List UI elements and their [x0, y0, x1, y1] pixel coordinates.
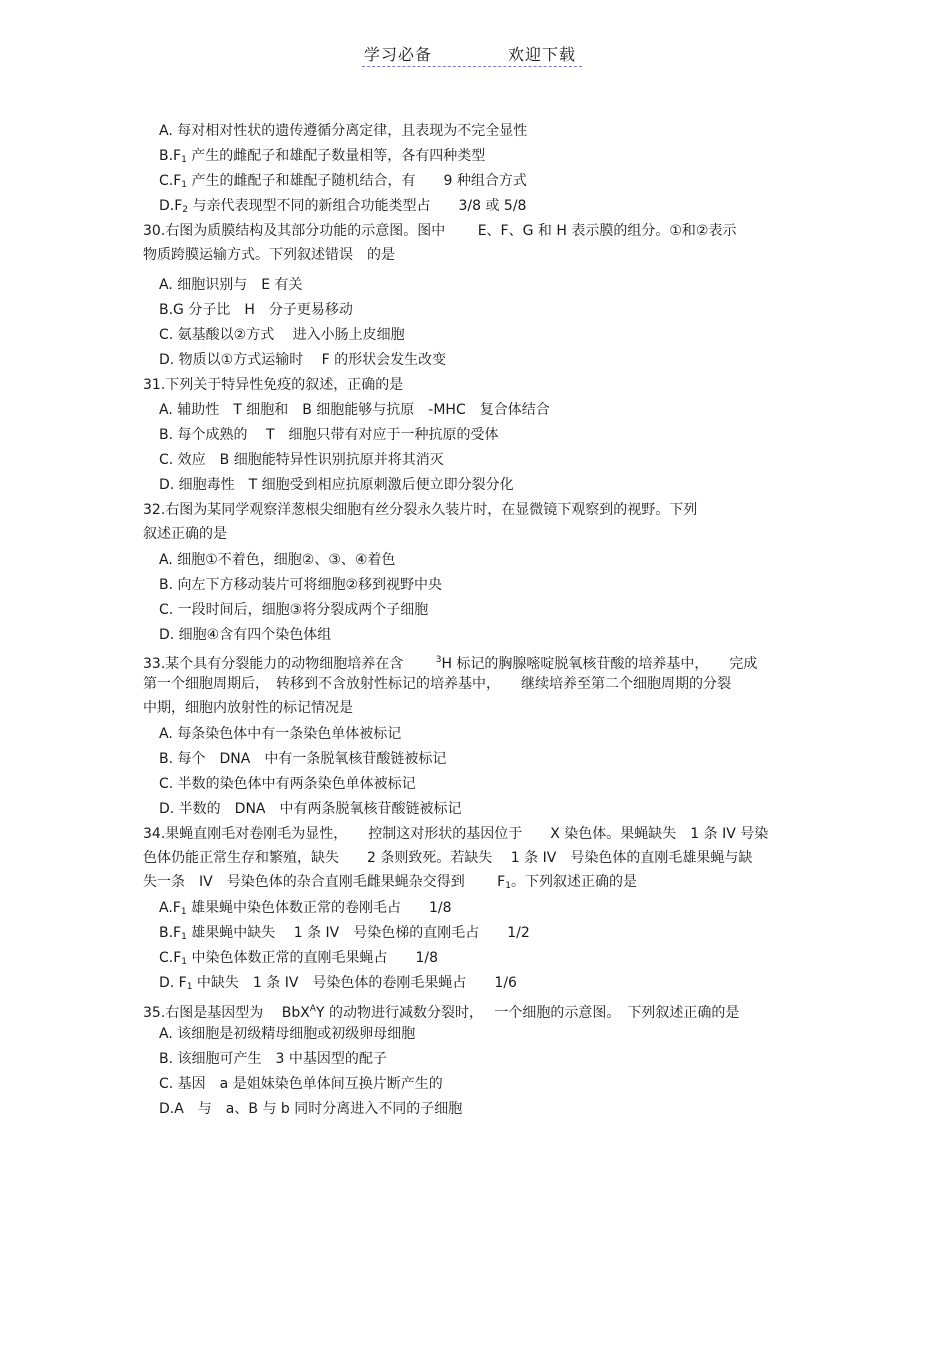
- q34-option-a: $A.F_1$ 雄果蝇中染色体数正常的卷刚毛占 1/8: [159, 900, 452, 917]
- q30-stem-line2: 物质跨膜运输方式。下列叙述错误 的是: [143, 247, 395, 263]
- header-left-text: 学习必备: [364, 45, 433, 64]
- q29-option-c: $C.F_1$ 产生的雌配子和雄配子随机结合，有 9 种组合方式: [159, 173, 527, 190]
- q33-stem-line2: 第一个细胞周期后， 转移到不含放射性标记的培养基中， 继续培养至第二个细胞周期的分裂: [143, 676, 731, 692]
- q30-option-b: B.G 分子比 H 分子更易移动: [159, 302, 353, 318]
- q32-option-d: D. 细胞④含有四个染色体组: [159, 627, 332, 643]
- q32-option-b: B. 向左下方移动装片可将细胞②移到视野中央: [159, 577, 443, 593]
- q31-option-a: A. 辅助性 T 细胞和 B 细胞能够与抗原 -MHC 复合体结合: [159, 402, 550, 418]
- q34-option-b: $B.F_1$ 雄果蝇中缺失 1 条 IV 号染色梯的直刚毛占 1/2: [159, 925, 530, 942]
- q33-option-a: A. 每条染色体中有一条染色单体被标记: [159, 726, 402, 742]
- q35-option-d: D.A 与 a、B 与 b 同时分离进入不同的子细胞: [159, 1101, 463, 1117]
- q33-option-c: C. 半数的染色体中有两条染色单体被标记: [159, 776, 416, 792]
- q35-stem: 35.右图是基因型为 BbX$^A$Y 的动物进行减数分裂时， 一个细胞的示意图。 下列叙述正确的是: [143, 1004, 740, 1021]
- q34-stem-line1: 34.果蝇直刚毛对卷刚毛为显性， 控制这对形状的基因位于 X 染色体。果蝇缺失 1 条 IV 号染: [143, 826, 769, 842]
- q34-option-c: $C.F_1$ 中染色体数正常的直刚毛果蝇占 1/8: [159, 950, 438, 967]
- q32-stem-line1: 32.右图为某同学观察洋葱根尖细胞有丝分裂永久装片时，在显微镜下观察到的视野。下列: [143, 502, 698, 518]
- q33-stem-line3: 中期，细胞内放射性的标记情况是: [143, 700, 353, 716]
- q35-option-b: B. 该细胞可产生 3 中基因型的配子: [159, 1051, 387, 1067]
- q34-option-d: D. $F_1$ 中缺失 1 条 IV 号染色体的卷刚毛果蝇占 1/6: [159, 975, 517, 992]
- q32-stem-line2: 叙述正确的是: [143, 526, 227, 542]
- q33-option-d: D. 半数的 DNA 中有两条脱氧核苷酸链被标记: [159, 801, 462, 817]
- q29-option-b: $B.F_1$ 产生的雌配子和雄配子数量相等，各有四种类型: [159, 148, 486, 165]
- q32-option-a: A. 细胞①不着色，细胞②、③、④着色: [159, 552, 396, 568]
- q30-stem-line1: 30.右图为质膜结构及其部分功能的示意图。图中 E、F、G 和 H 表示膜的组分。①和②表示: [143, 223, 737, 239]
- q35-option-a: A. 该细胞是初级精母细胞或初级卵母细胞: [159, 1026, 416, 1042]
- q34-stem-line3: 失一条 IV 号染色体的杂合直刚毛雌果蝇杂交得到 $F_1$。下列叙述正确的是: [143, 874, 637, 891]
- q34-stem-line2: 色体仍能正常生存和繁殖，缺失 2 条则致死。若缺失 1 条 IV 号染色体的直刚毛雄果蝇与缺: [143, 850, 753, 866]
- header-right-text: 欢迎下载: [508, 45, 577, 64]
- page-header: [362, 42, 582, 67]
- q31-option-d: D. 细胞毒性 T 细胞受到相应抗原刺激后便立即分裂分化: [159, 477, 514, 493]
- q33-option-b: B. 每个 DNA 中有一条脱氧核苷酸链被标记: [159, 751, 447, 767]
- q30-option-a: A. 细胞识别与 E 有关: [159, 277, 303, 293]
- q31-option-c: C. 效应 B 细胞能特异性识别抗原并将其消灭: [159, 452, 444, 468]
- q35-option-c: C. 基因 a 是姐妹染色单体间互换片断产生的: [159, 1076, 443, 1092]
- q32-option-c: C. 一段时间后，细胞③将分裂成两个子细胞: [159, 602, 429, 618]
- q33-stem-line1: 33.某个具有分裂能力的动物细胞培养在含 $^3$H 标记的胸腺嘧啶脱氧核苷酸的培养基中， 完成: [143, 655, 758, 672]
- q30-option-d: D. 物质以①方式运输时 F 的形状会发生改变: [159, 352, 447, 368]
- q29-option-a: A. 每对相对性状的遗传遵循分离定律，且表现为不完全显性: [159, 123, 528, 139]
- q29-option-d: $D.F_2$ 与亲代表现型不同的新组合功能类型占 3/8 或 5/8: [159, 198, 527, 215]
- q31-option-b: B. 每个成熟的 T 细胞只带有对应于一种抗原的受体: [159, 427, 499, 443]
- q30-option-c: C. 氨基酸以②方式 进入小肠上皮细胞: [159, 327, 405, 343]
- q31-stem: 31.下列关于特异性免疫的叙述，正确的是: [143, 377, 404, 393]
